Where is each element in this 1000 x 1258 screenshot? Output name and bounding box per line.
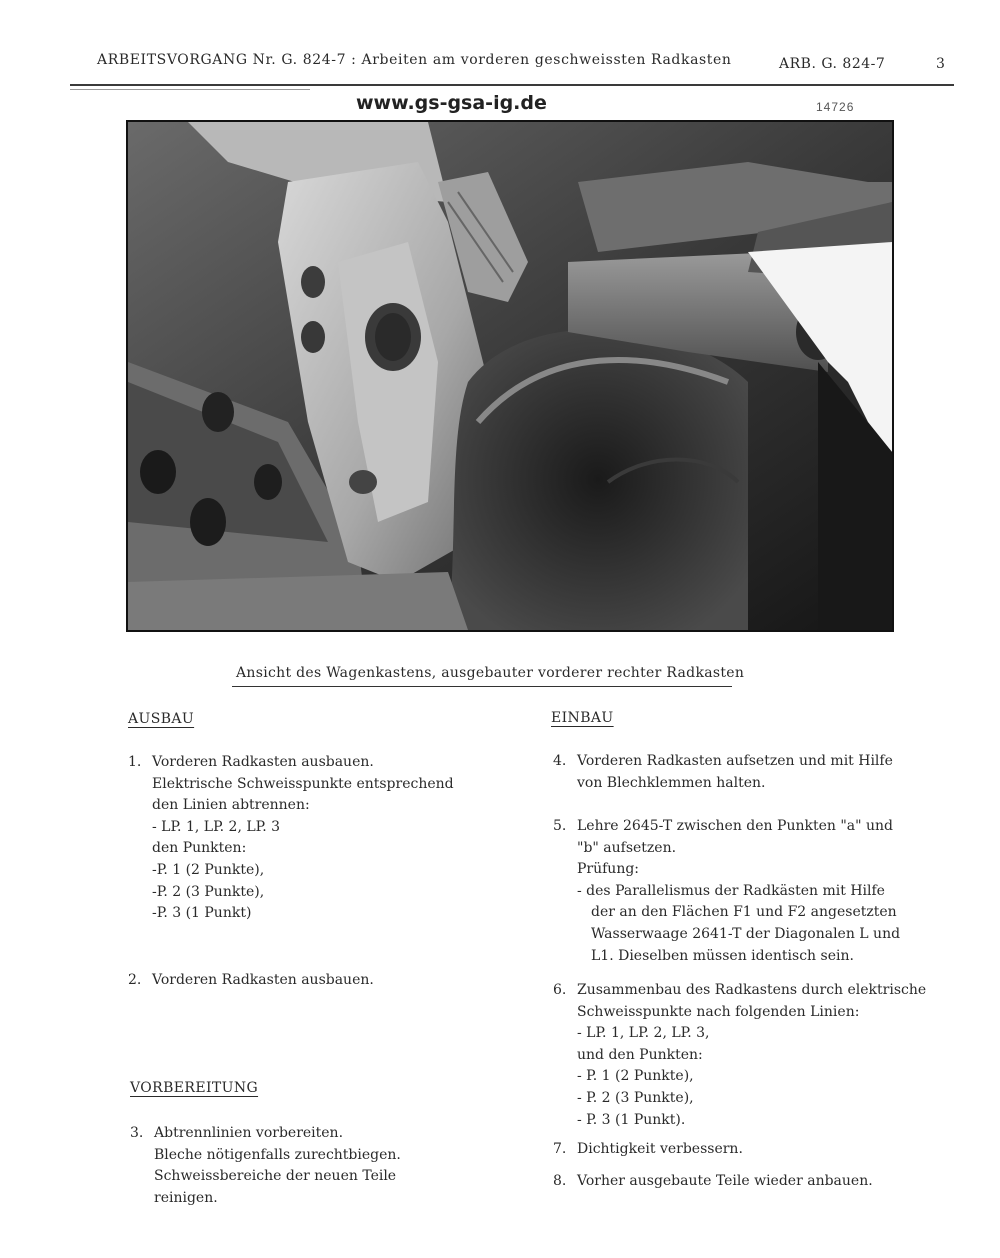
ausbau-heading: AUSBAU (128, 711, 195, 727)
einbau-heading: EINBAU (551, 710, 614, 726)
step-line: Vorderen Radkasten aufsetzen und mit Hilfe (577, 753, 893, 769)
step-line: Zusammenbau des Radkastens durch elektrische (577, 982, 927, 998)
vorbereitung-heading: VORBEREITUNG (130, 1080, 259, 1096)
step-line: von Blechklemmen halten. (577, 774, 766, 791)
step-line: - P. 3 (1 Punkt). (577, 1111, 686, 1128)
step-line: reinigen. (154, 1189, 218, 1206)
step-number: 1. (128, 754, 142, 770)
page-number: 3 (936, 56, 945, 72)
step-line: Prüfung: (577, 861, 640, 878)
step-line: Vorderen Radkasten ausbauen. (152, 754, 374, 770)
step-line: - LP. 1, LP. 2, LP. 3, (577, 1025, 710, 1042)
step-line: Schweissbereiche der neuen Teile (154, 1168, 397, 1185)
step-number: 3. (130, 1125, 144, 1141)
document-reference: ARB. G. 824-7 (779, 56, 886, 72)
step-line: Elektrische Schweisspunkte entsprechend (152, 775, 454, 792)
step-line: - des Parallelismus der Radkästen mit Hilfe (577, 882, 885, 899)
step-line: Wasserwaage 2641-T der Diagonalen L und (591, 925, 901, 942)
step-line: Abtrennlinien vorbereiten. (154, 1125, 344, 1141)
step-line: -P. 2 (3 Punkte), (152, 883, 265, 900)
step-line: und den Punkten: (577, 1046, 703, 1063)
step-line: L1. Dieselben müssen identisch sein. (591, 947, 854, 964)
step-number: 4. (553, 753, 567, 769)
step-number: 2. (128, 972, 142, 988)
step-line: Vorher ausgebaute Teile wieder anbauen. (577, 1173, 873, 1189)
photo-number: 14726 (816, 100, 855, 114)
step-number: 6. (553, 982, 567, 998)
website-watermark: www.gs-gsa-ig.de (356, 92, 547, 114)
document-header-title: ARBEITSVORGANG Nr. G. 824-7 : Arbeiten am vorderen geschweissten Radkasten (97, 52, 732, 68)
step-line: Schweisspunkte nach folgenden Linien: (577, 1003, 860, 1020)
step-line: den Linien abtrennen: (152, 797, 310, 814)
step-line: Bleche nötigenfalls zurechtbiegen. (154, 1146, 401, 1163)
header-divider (70, 84, 954, 86)
caption-underline (232, 686, 732, 687)
step-line: Lehre 2645-T zwischen den Punkten "a" und (577, 818, 894, 834)
step-line: "b" aufsetzen. (577, 839, 677, 856)
step-number: 7. (553, 1141, 567, 1157)
step-number: 5. (553, 818, 567, 834)
step-line: - P. 1 (2 Punkte), (577, 1068, 694, 1085)
car-body-photo-illustration (128, 122, 892, 630)
step-line: -P. 3 (1 Punkt) (152, 905, 252, 922)
step-line: - LP. 1, LP. 2, LP. 3 (152, 818, 281, 835)
step-number: 8. (553, 1173, 567, 1189)
step-line: - P. 2 (3 Punkte), (577, 1089, 694, 1106)
step-line: Dichtigkeit verbessern. (577, 1141, 743, 1157)
step-line: -P. 1 (2 Punkte), (152, 861, 265, 878)
car-body-photo (126, 120, 894, 632)
step-line: den Punkten: (152, 840, 247, 857)
photo-caption: Ansicht des Wagenkastens, ausgebauter vorderer rechter Radkasten (236, 665, 745, 681)
step-line: Vorderen Radkasten ausbauen. (152, 972, 374, 988)
step-line: der an den Flächen F1 und F2 angesetzten (591, 904, 897, 921)
header-divider-thin (70, 89, 310, 90)
